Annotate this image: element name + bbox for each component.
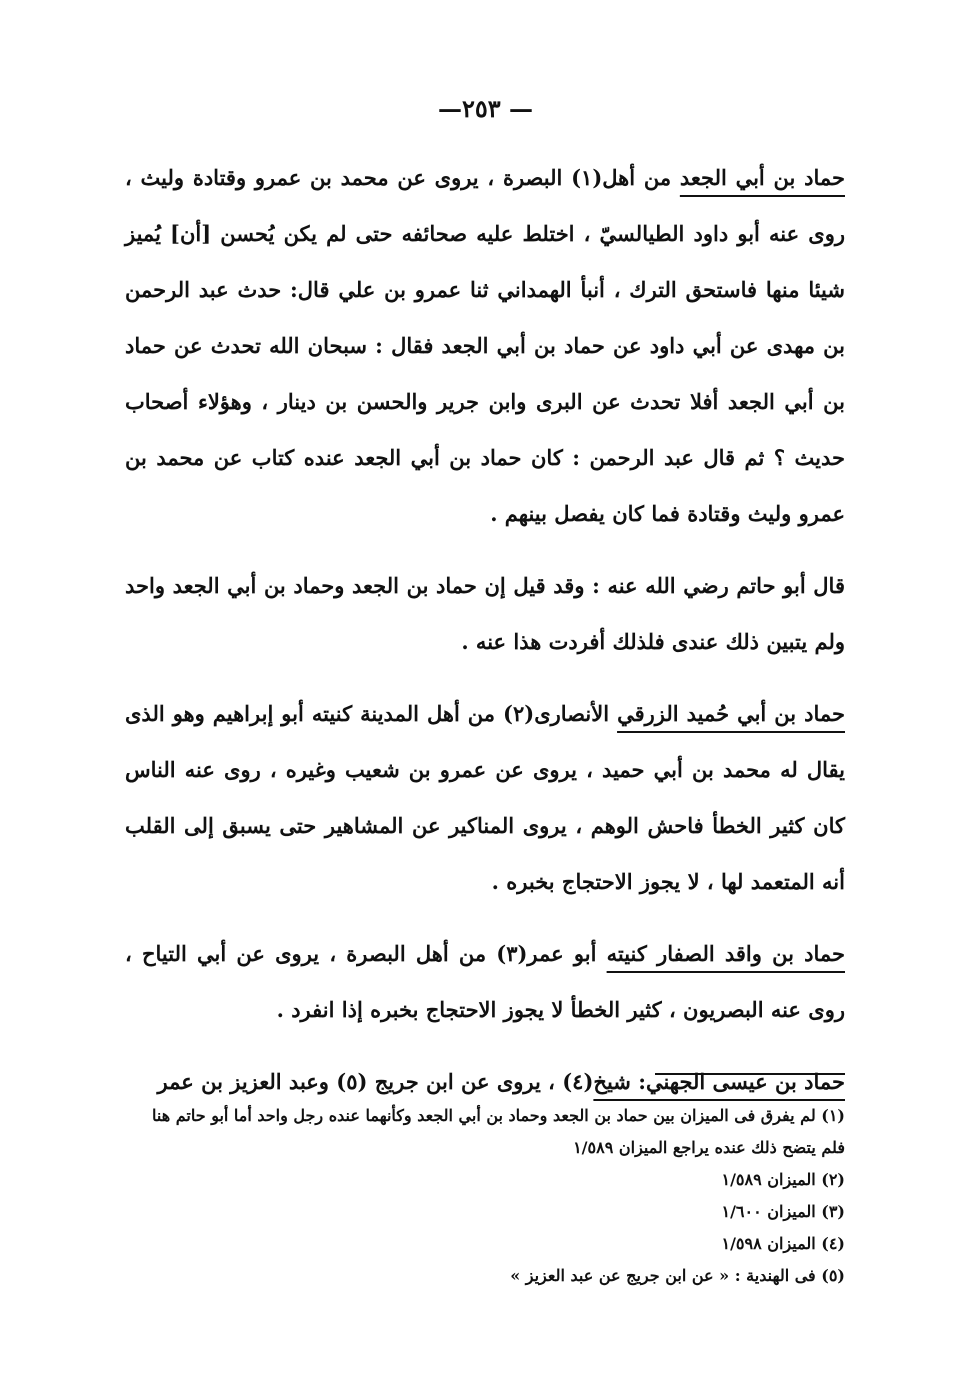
entry-text: من أهل(١) البصرة ، يروى عن محمد بن عمرو وقتادة وليث ، روى عنه أبو داود الطيالسيّ ، اختلط عليه صحائفه حتى لم يكن يُحسن [أن] يُميز شيئا منها فاستحق الترك ، أنبأ الهمداني ثنا عمرو بن علي قال: حدث عبد الرحمن بن مهدى عن أبي داود عن حماد بن أبي الجعد فقال : سبحان الله تحدث عن حماد بن أبي الجعد أفلا تحدث عن البرى وابن جرير والحسن بن دينار ، وهؤلاء أصحاب حديث ؟ ثم قال عبد الرحمن : كان حماد بن أبي الجعد عنده كتاب عن محمد بن عمرو وليث وقتادة فما كان يفصل بينهم . (125, 165, 845, 526)
footnote: (٣) الميزان ١/٦٠٠ (721, 1202, 845, 1221)
entry-text: أبو عمر(٣) من أهل البصرة ، يروى عن أبي التياح ، روى عنه البصريون ، كثير الخطأ لا يجوز الاحتجاج بخبره إذا انفرد . (125, 941, 845, 1022)
entry-hammad-ibn-abi-humaid (125, 686, 845, 910)
narrator-name: حماد بن واقد الصفار كنيته (606, 941, 845, 966)
entry-paragraph (125, 150, 845, 542)
biography-entries (125, 150, 845, 1126)
narrator-name: حماد بن عيسى الجهني: شيخ (593, 1069, 845, 1094)
footnotes (125, 1100, 845, 1292)
footnote-divider (655, 1073, 845, 1075)
footnote: (١) لم يفرق فى الميزان بين حماد بن الجعد وحماد بن أبي الجعد وكأنهما عنده رجل واحد أما أبو حاتم هنا فلم يتضح ذلك عنده يراجع الميزان ١/٥٨٩ (152, 1106, 845, 1157)
entry-paragraph (125, 926, 845, 1038)
entry-paragraph (125, 686, 845, 910)
narrator-name: حماد بن أبي الجعد (679, 165, 845, 190)
entry-text: الأنصارى(٢) من أهل المدينة كنيته أبو إبراهيم وهو الذى يقال له محمد بن أبي حميد ، يروى عن عمرو بن شعيب وغيره ، روى عنه الناس كان كثير الخطأ فاحش الوهم ، يروى المناكير عن المشاهير حتى يسبق إلى القلب أنه المتعمد لها ، لا يجوز الاحتجاج بخبره . (125, 701, 845, 894)
page-number: — ٢٥٣— (437, 94, 534, 123)
footnote: (٤) الميزان ١/٥٩٨ (721, 1234, 845, 1253)
footnote: (٥) فى الهندية : « عن ابن جريج عن عبد العزيز » (510, 1266, 845, 1285)
footnote: (٢) الميزان ١/٥٨٩ (721, 1170, 845, 1189)
entry-abu-hatim-note (125, 558, 845, 670)
entry-text: قال أبو حاتم رضي الله عنه : وقد قيل إن حماد بن الجعد وحماد بن أبي الجعد واحد ولم يتبين ذلك عندى فلذلك أفردت هذا عنه . (125, 573, 845, 654)
entry-text: (٤) ، يروى عن ابن جريج (٥) وعبد العزيز بن عمر (157, 1069, 594, 1094)
entry-hammad-ibn-abi-al-jad (125, 150, 845, 542)
narrator-name: حماد بن أبي حُميد الزرقي (617, 701, 845, 726)
entry-hammad-ibn-waqid (125, 926, 845, 1038)
entry-paragraph (125, 558, 845, 670)
